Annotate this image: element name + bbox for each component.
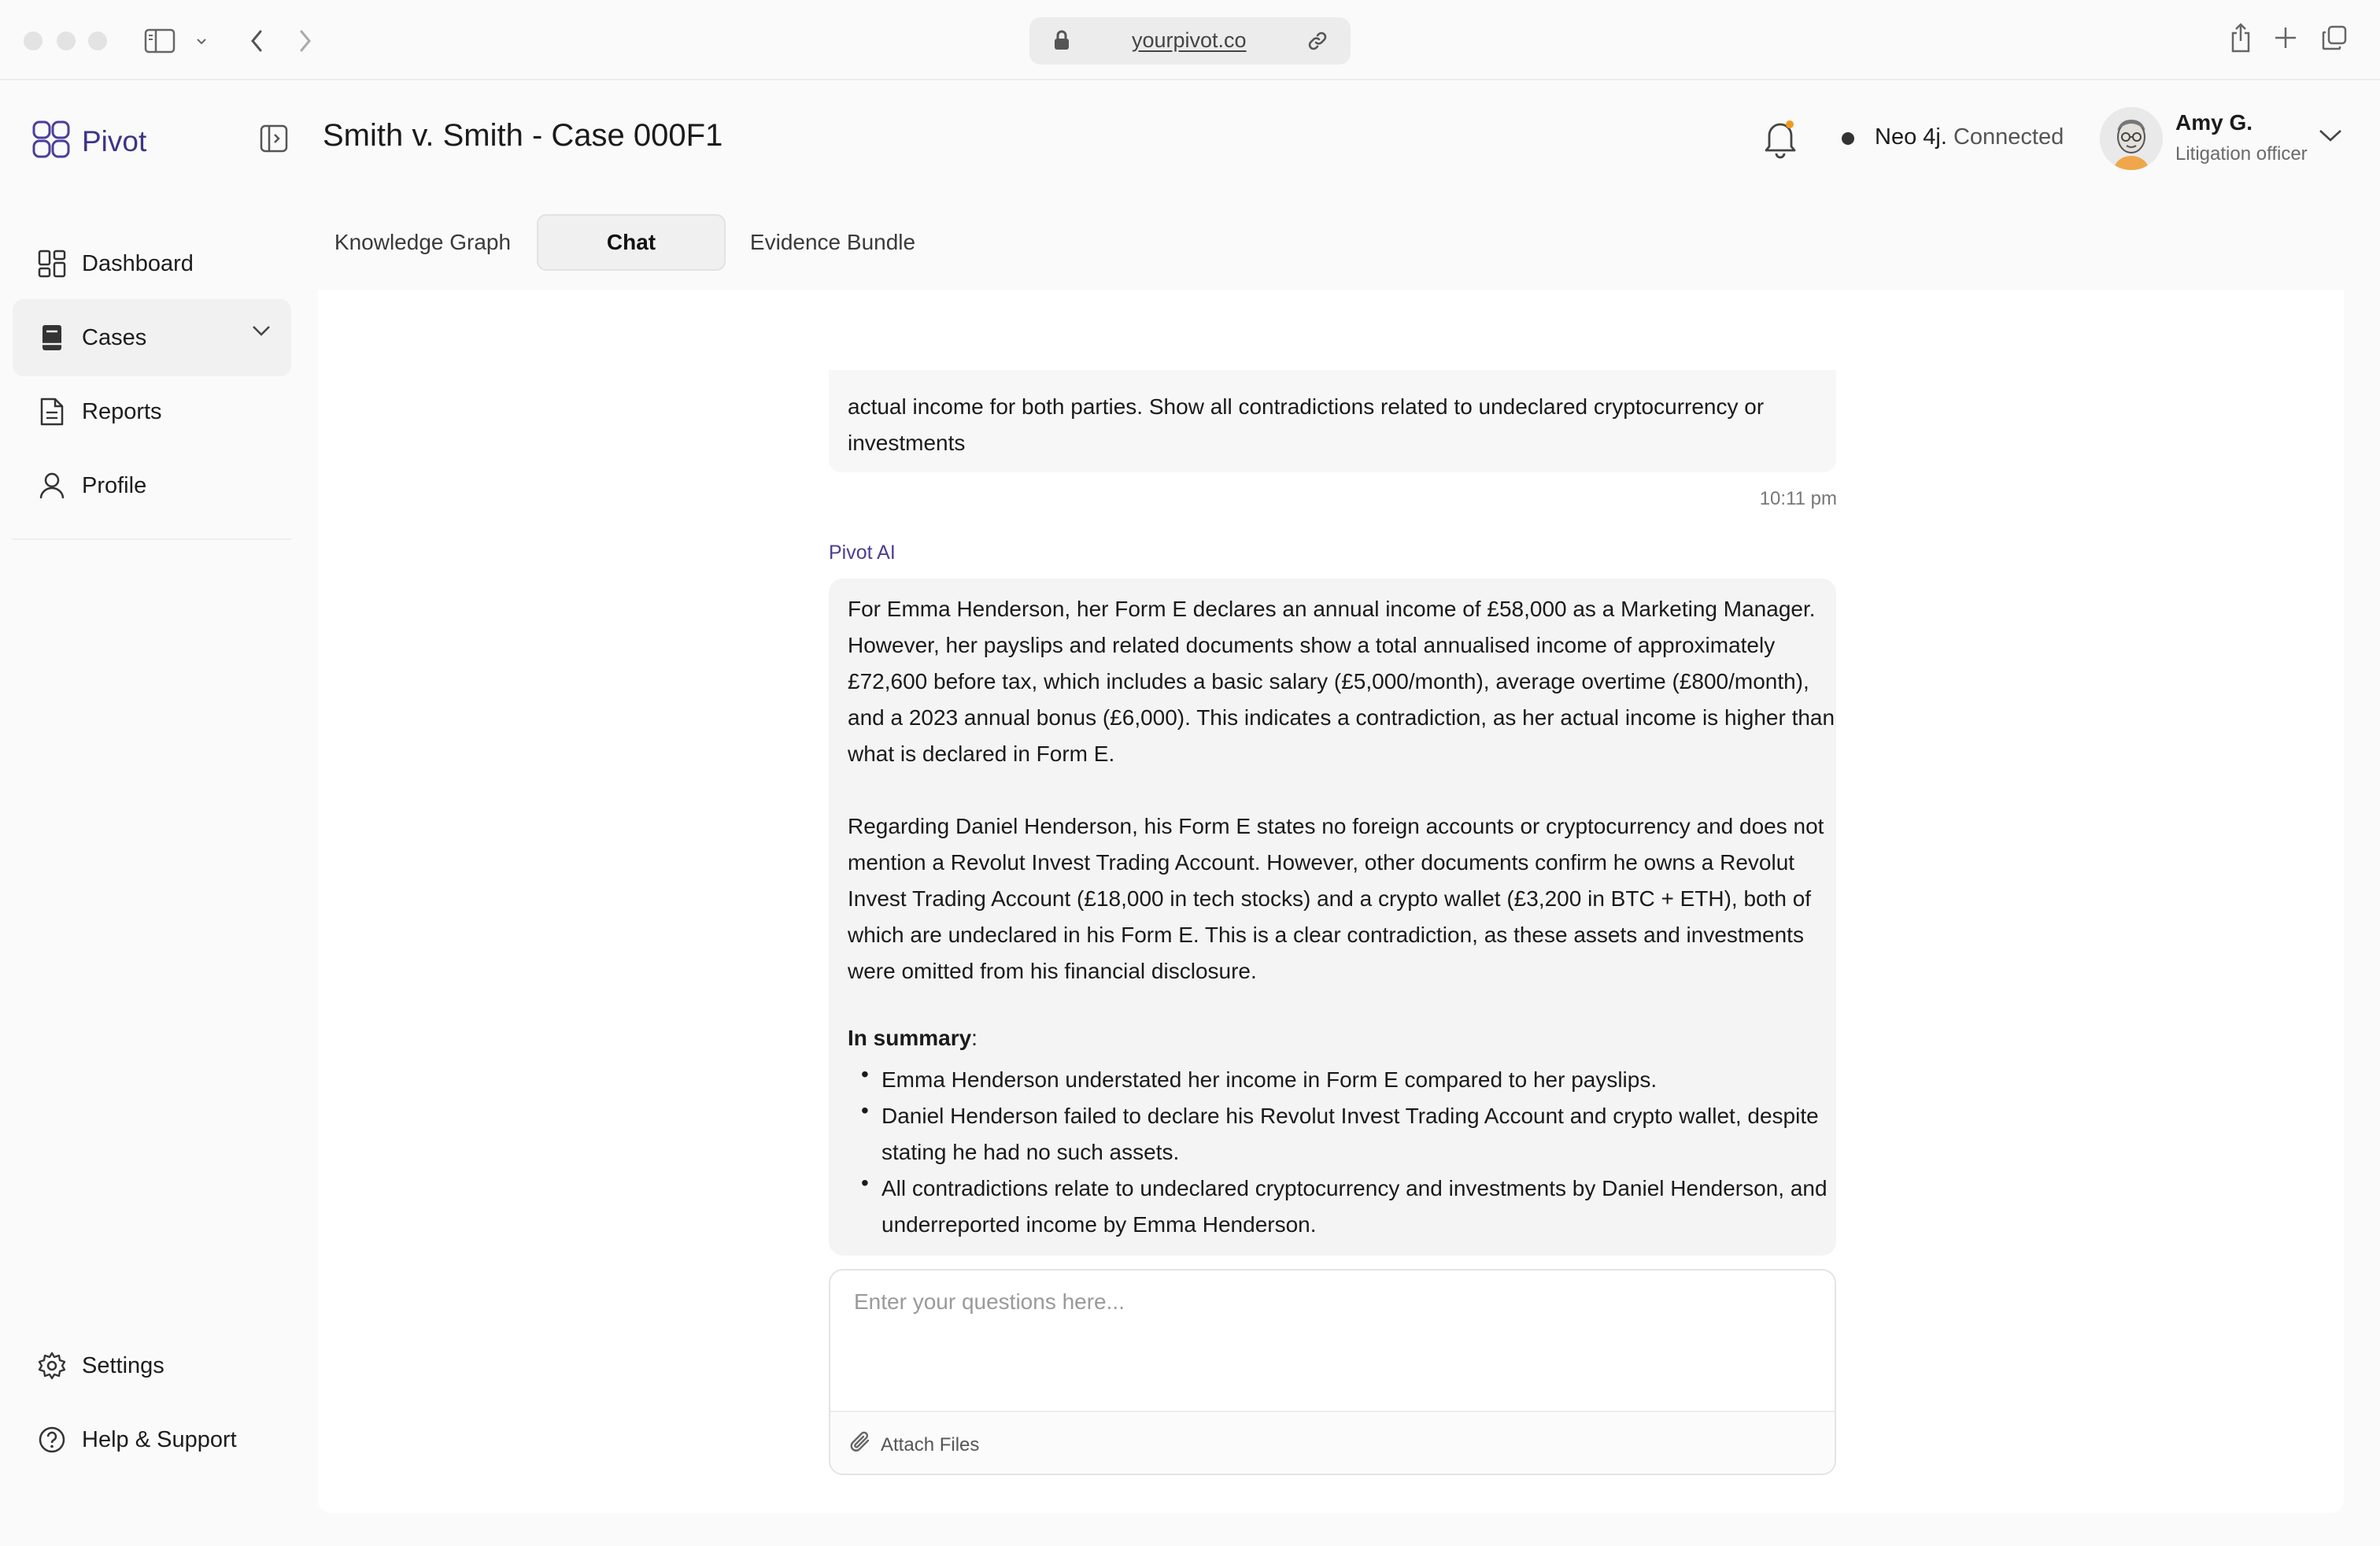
sidebar-divider <box>13 538 291 540</box>
window-minimize-button[interactable] <box>57 31 76 50</box>
avatar[interactable] <box>2100 107 2163 170</box>
tabs-overview-icon[interactable] <box>2320 24 2349 52</box>
sidebar-item-help[interactable] <box>13 1401 291 1478</box>
user-message-line: investments <box>848 431 966 455</box>
summary-heading <box>848 1026 978 1051</box>
message-timestamp: 10:11 pm <box>1759 488 1837 509</box>
user-message-line: actual income for both parties. Show all contradictions related to undeclared cryptocurrency or <box>848 394 1765 419</box>
ai-message-line: what is declared in Form E. <box>848 742 1115 766</box>
summary-bullet-dot: • <box>861 1062 869 1086</box>
window-zoom-button[interactable] <box>88 31 107 50</box>
bell-icon <box>1761 149 1799 162</box>
ai-message-line: which are undeclared in his Form E. This is a clear contradiction, as these assets and investments <box>848 923 1804 947</box>
tab-knowledge-graph[interactable]: Knowledge Graph <box>334 230 512 254</box>
dashboard-icon <box>36 248 68 279</box>
ai-message-line: and a 2023 annual bonus (£6,000). This indicates a contradiction, as her actual income is higher than <box>848 705 1835 730</box>
sidebar-item-label: Dashboard <box>82 250 194 276</box>
summary-bullet-line: All contradictions relate to undeclared cryptocurrency and investments by Daniel Henderson, and <box>881 1176 1828 1200</box>
sidebar <box>0 82 307 1546</box>
lock-icon <box>1053 30 1070 54</box>
back-icon[interactable] <box>241 25 272 57</box>
pivot-logo-icon <box>31 120 71 163</box>
composer-footer <box>830 1411 1835 1474</box>
user-role: Litigation officer <box>2175 143 2308 165</box>
gear-icon <box>36 1350 68 1381</box>
logo-text: Pivot <box>82 124 147 157</box>
browser-toolbar <box>0 0 2380 80</box>
sidebar-item-label: Cases <box>82 324 147 350</box>
ai-message-line: Regarding Daniel Henderson, his Form E states no foreign accounts or cryptocurrency and does not <box>848 814 1824 838</box>
page-title: Smith v. Smith - Case 000F1 <box>323 118 723 153</box>
help-icon <box>36 1424 68 1455</box>
paperclip-icon <box>849 1429 873 1460</box>
ai-sender-label: Pivot AI <box>829 542 896 564</box>
app-logo[interactable] <box>31 120 146 163</box>
notifications-button[interactable] <box>1761 117 1799 163</box>
sidebar-item-dashboard[interactable] <box>13 225 291 302</box>
sidebar-item-settings[interactable] <box>13 1327 291 1404</box>
reports-icon <box>36 396 68 427</box>
user-name: Amy G. <box>2175 110 2253 135</box>
chevron-down-icon[interactable] <box>192 31 211 50</box>
summary-bullet-line: underreported income by Emma Henderson. <box>881 1212 1317 1237</box>
summary-bullet-line: Daniel Henderson failed to declare his Revolut Invest Trading Account and crypto wallet, despite <box>881 1104 1819 1128</box>
summary-bullet-dot: • <box>861 1098 869 1123</box>
question-input[interactable] <box>854 1289 1814 1400</box>
url-text: yourpivot.co <box>1132 28 1247 52</box>
cases-icon <box>36 322 68 353</box>
summary-bullet-line: Emma Henderson understated her income in Form E compared to her payslips. <box>881 1067 1658 1092</box>
sidebar-item-label: Settings <box>82 1352 164 1378</box>
ai-message-line: Invest Trading Account (£18,000 in tech stocks) and a crypto wallet (£3,200 in BTC + ETH), both of <box>848 886 1812 911</box>
user-menu-chevron-icon[interactable] <box>2317 126 2344 149</box>
profile-icon <box>36 470 68 501</box>
new-tab-icon[interactable] <box>2271 24 2300 52</box>
collapse-sidebar-button[interactable] <box>260 124 291 156</box>
sidebar-item-cases[interactable] <box>13 299 291 376</box>
connection-state: Connected <box>1953 124 2064 150</box>
window-close-button[interactable] <box>24 31 42 50</box>
ai-message-line: £72,600 before tax, which includes a basic salary (£5,000/month), average overtime (£800/month), <box>848 669 1809 693</box>
ai-message-line: mention a Revolut Invest Trading Account. However, other documents confirm he owns a Revolut <box>848 850 1795 875</box>
attach-files-button[interactable] <box>849 1429 979 1460</box>
address-bar[interactable] <box>1029 17 1351 65</box>
connection-status <box>1875 124 2064 150</box>
summary-bullet-line: stating he had no such assets. <box>881 1140 1180 1164</box>
summary-bullet-dot: • <box>861 1171 869 1195</box>
sidebar-item-reports[interactable] <box>13 373 291 450</box>
share-icon[interactable] <box>2227 20 2254 55</box>
attach-files-label: Attach Files <box>881 1433 980 1455</box>
chat-composer <box>829 1269 1836 1475</box>
sidebar-toggle-icon[interactable] <box>142 25 178 57</box>
summary-heading-colon: : <box>971 1026 978 1050</box>
forward-icon[interactable] <box>290 25 321 57</box>
sidebar-item-label: Reports <box>82 398 162 424</box>
ai-message-line: For Emma Henderson, her Form E declares an annual income of £58,000 as a Marketing Manager. <box>848 597 1816 621</box>
tab-chat[interactable]: Chat <box>537 214 726 271</box>
sidebar-item-label: Help & Support <box>82 1426 237 1452</box>
ai-message-line: However, her payslips and related documents show a total annualised income of approximately <box>848 633 1776 657</box>
summary-heading-text: In summary <box>848 1026 972 1050</box>
connection-status-dot <box>1842 132 1854 145</box>
sidebar-item-profile[interactable] <box>13 447 291 524</box>
sidebar-item-label: Profile <box>82 472 147 498</box>
link-icon[interactable] <box>1306 30 1329 56</box>
chevron-down-icon[interactable] <box>250 323 272 342</box>
tab-evidence-bundle[interactable]: Evidence Bundle <box>749 230 916 254</box>
ai-message-line: were omitted from his financial disclosure. <box>848 959 1257 983</box>
connection-name: Neo 4j. <box>1875 124 1947 150</box>
